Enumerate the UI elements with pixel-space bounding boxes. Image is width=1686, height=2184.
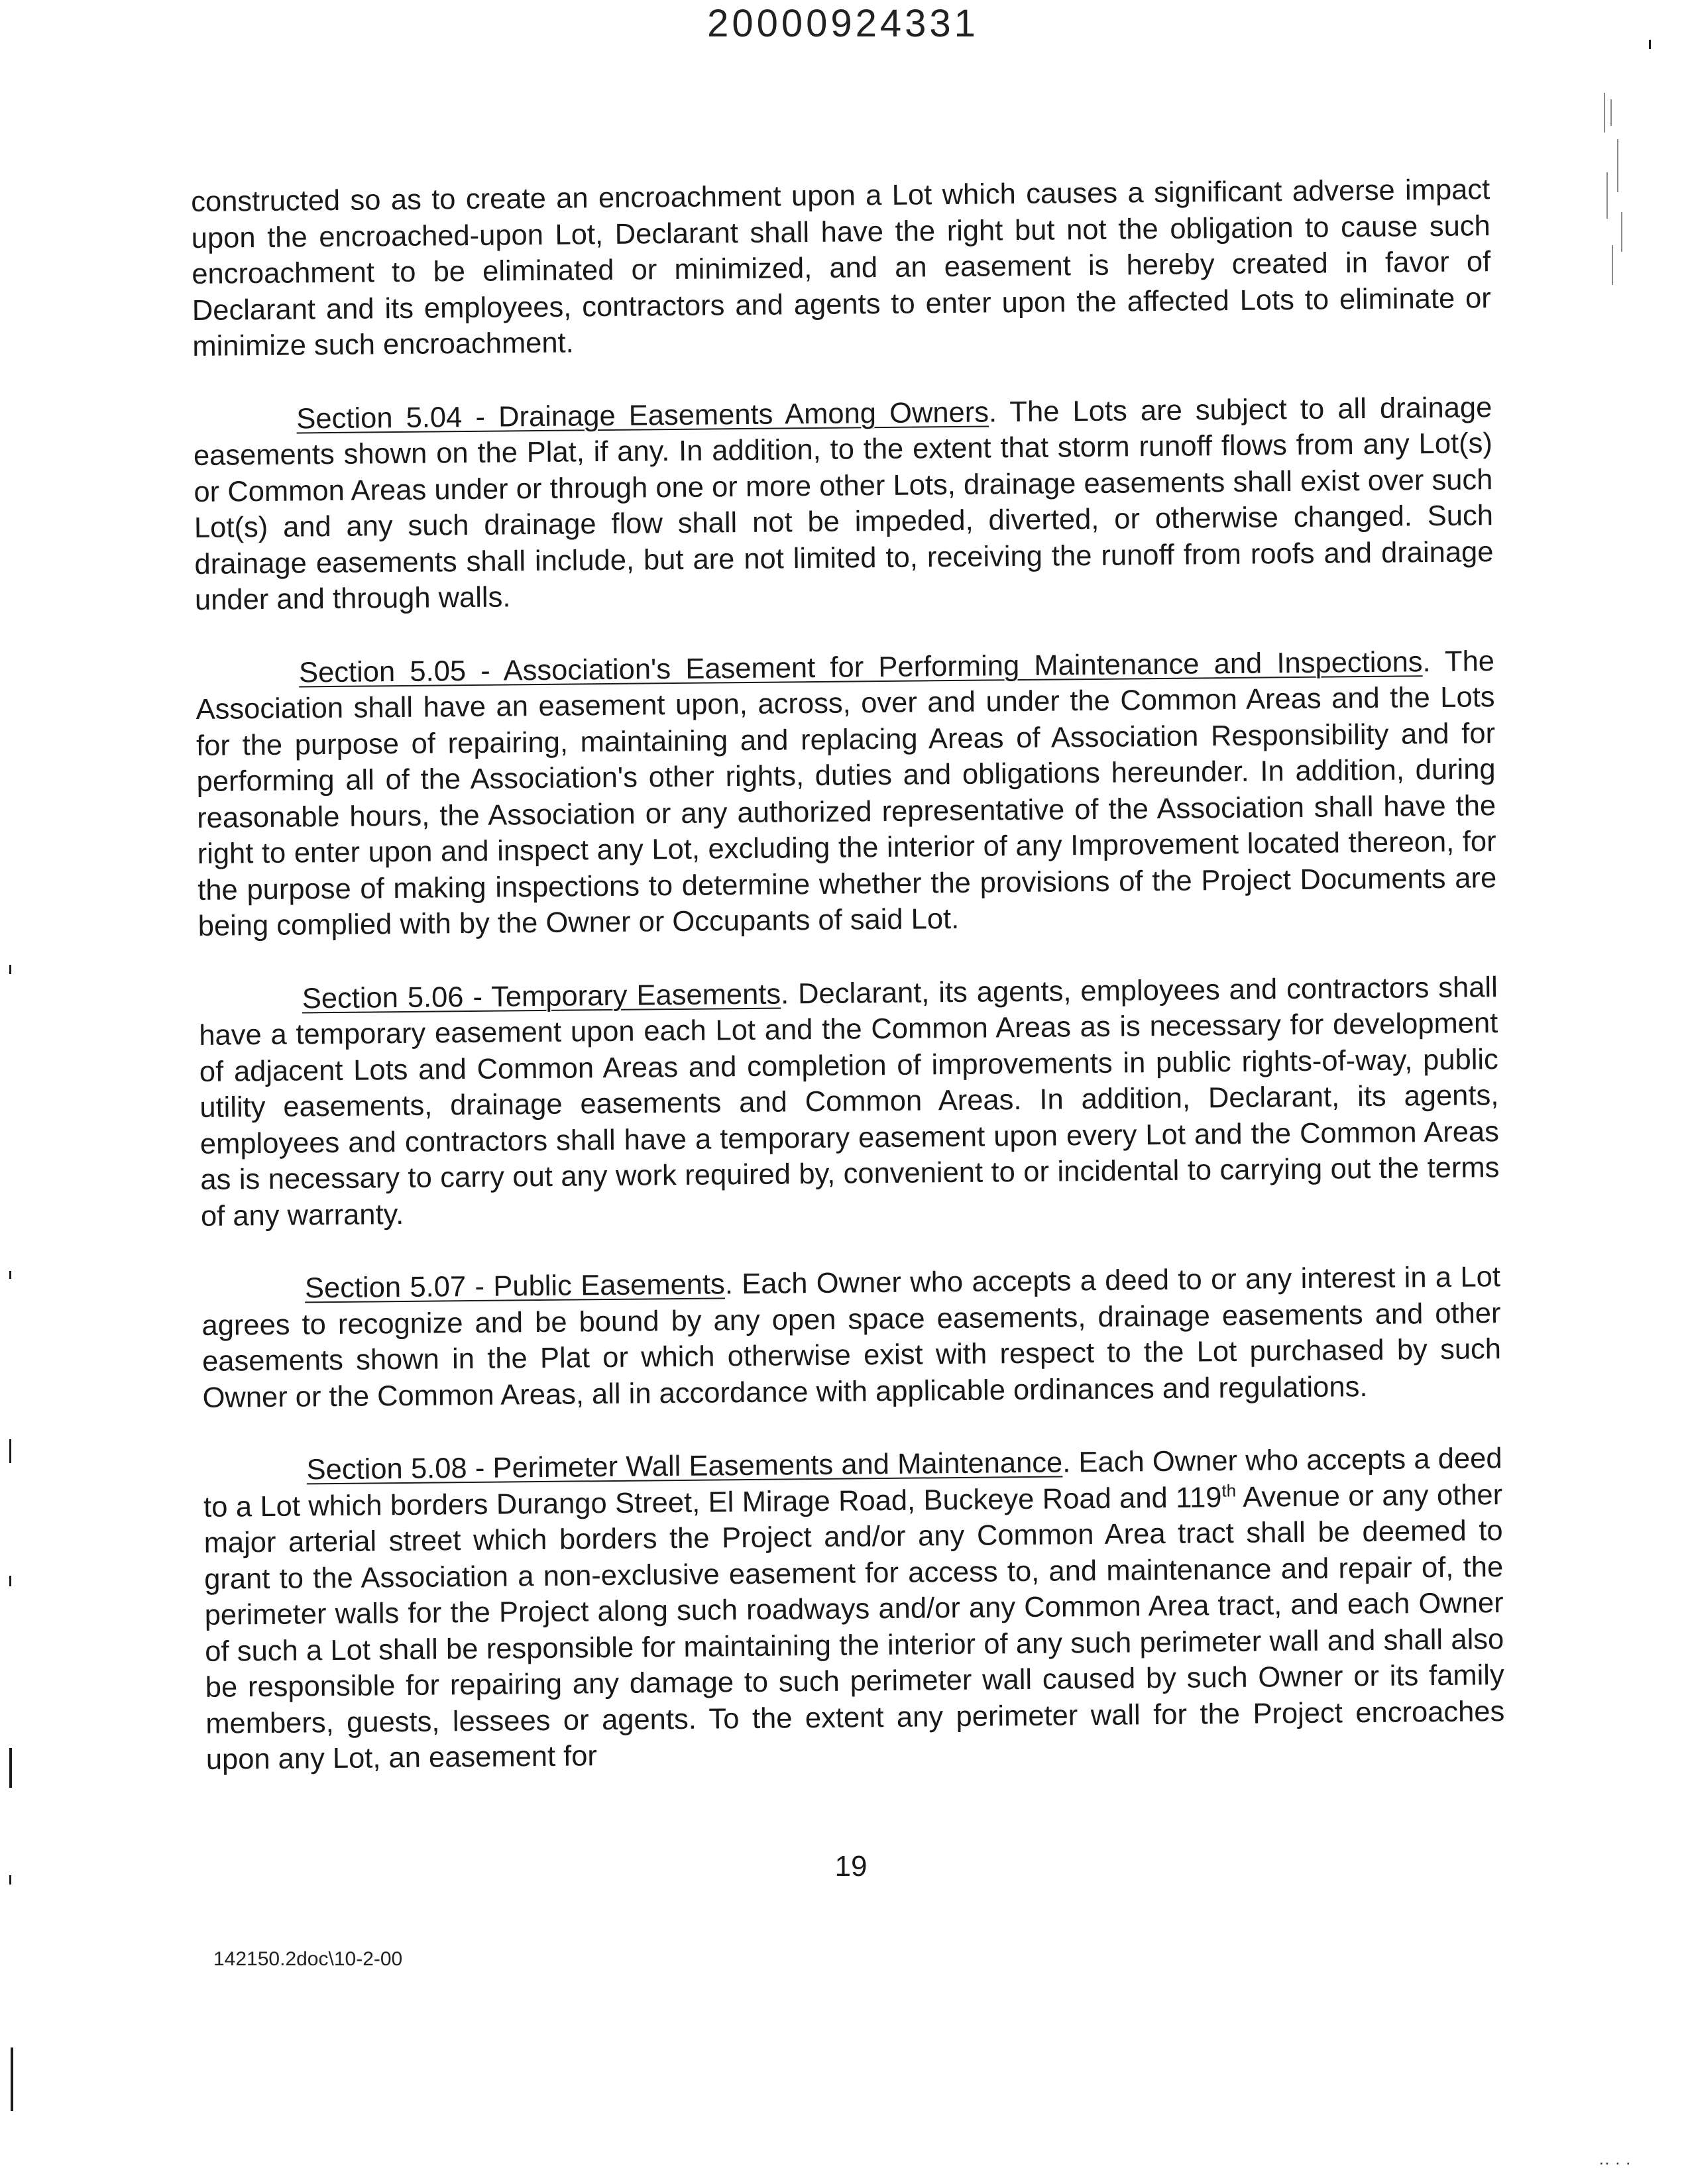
document-number: 20000924331	[707, 2, 979, 45]
paragraph-text: . Declarant, its agents, employees and contractors shall have a temporary easement upon each Lot and the Common Areas as is necessary for development of adjacent Lots and Common Areas and completion of improvements in public rights-of-way, public utility easements, drainage easements and Common Areas. In addition, Declarant, its agents, employees and contractors shall have a temporary easement upon every Lot and the Common Areas as is necessary to carry out any work required by, convenient to or incidental to carrying out the terms of any warranty.	[199, 971, 1500, 1232]
corner-scan-mark: ·· · ·	[1599, 2152, 1632, 2172]
scan-artifact	[9, 1748, 12, 1788]
paragraph-text: Avenue or any other major arterial street which borders the Project and/or any Common Area tract shall be deemed to grant to the Association a non-exclusive easement for access to, and maintenance and repair of, the perimeter walls for the Project along such roadways and/or any Common Area tract, and each Owner of such a Lot shall be responsible for maintaining the interior of any such perimeter wall and shall also be responsible for repairing any damage to such perimeter wall caused by such Owner or its family members, guests, lessees or agents. To the extent any perimeter wall for the Project encroaches upon any Lot, an easement for	[203, 1478, 1505, 1776]
paragraph-text: . The Association shall have an easement upon, across, over and under the Common Areas and the Lots for the purpose of repairing, maintaining and replacing Areas of Association Responsibility and for performing all of the Association's other rights, duties and obligations hereunder. In addition, during reasonable hours, the Association or any authorized representative of the Association shall have the right to enter upon and inspect any Lot, excluding the interior of any Improvement located thereon, for the purpose of making inspections to determine whether the provisions of the Project Documents are being complied with by the Owner or Occupants of said Lot.	[196, 645, 1497, 942]
section-heading: Section 5.08 - Perimeter Wall Easements and Maintenance	[306, 1447, 1063, 1486]
paragraph-text: constructed so as to create an encroachment upon a Lot which causes a significant adverse impact upon the encroached-upon Lot, Declarant shall have the right but not the obligation to cause such encroachment to be eliminated or minimized, and an easement is hereby created in favor of Declarant and its employees, contractors and agents to enter upon the affected Lots to eliminate or minimize such encroachment.	[191, 174, 1491, 362]
page-number: 19	[834, 1850, 868, 1883]
file-reference: 142150.2doc\10-2-00	[213, 1948, 403, 1970]
paragraph-text: . The Lots are subject to all drainage easements shown on the Plat, if any. In addition, to the extent that storm runoff flows from any Lot(s) or Common Areas under or through one or more other Lots, drainage easements shall exist over such Lot(s) and any such drainage flow shall not be impeded, diverted, or otherwise changed. Such drainage easements shall include, but are not limited to, receiving the runoff from roofs and drainage under and through walls.	[193, 391, 1494, 616]
paragraph-continuation	[191, 172, 1492, 364]
section-heading: Section 5.05 - Association's Easement for Performing Maintenance and Inspections	[298, 645, 1423, 688]
scan-artifact	[1649, 40, 1651, 49]
section-heading: Section 5.04 - Drainage Easements Among Owners	[296, 396, 989, 435]
section-heading: Section 5.06 - Temporary Easements	[302, 978, 781, 1014]
paragraph-text: . Each Owner who accepts a deed to or any interest in a Lot agrees to recognize and be bound by any open space easements, drainage easements and other easements shown in the Plat or which otherwise exist with respect to the Lot purchased by such Owner or the Common Areas, all in accordance with applicable ordinances and regulations.	[201, 1261, 1502, 1414]
section-5-08	[203, 1441, 1505, 1778]
paragraph-text: . Each Owner who accepts a deed to a Lot which borders Durango Street, El Mirage Road, Buckeye Road and 119	[203, 1443, 1502, 1523]
scan-margin-marks	[1601, 93, 1632, 292]
section-5-07	[201, 1259, 1502, 1416]
section-5-05	[196, 643, 1497, 945]
ordinal-suffix: th	[1221, 1480, 1237, 1501]
scan-artifact	[9, 965, 11, 974]
scan-artifact	[9, 1576, 11, 1586]
document-body	[191, 172, 1506, 1815]
scan-artifact	[11, 2048, 13, 2111]
scan-artifact	[9, 1439, 11, 1463]
scan-artifact	[9, 1271, 11, 1279]
scan-artifact	[9, 1875, 11, 1884]
section-5-06	[199, 969, 1500, 1234]
section-5-04	[193, 390, 1494, 619]
section-heading: Section 5.07 - Public Easements	[304, 1268, 726, 1305]
